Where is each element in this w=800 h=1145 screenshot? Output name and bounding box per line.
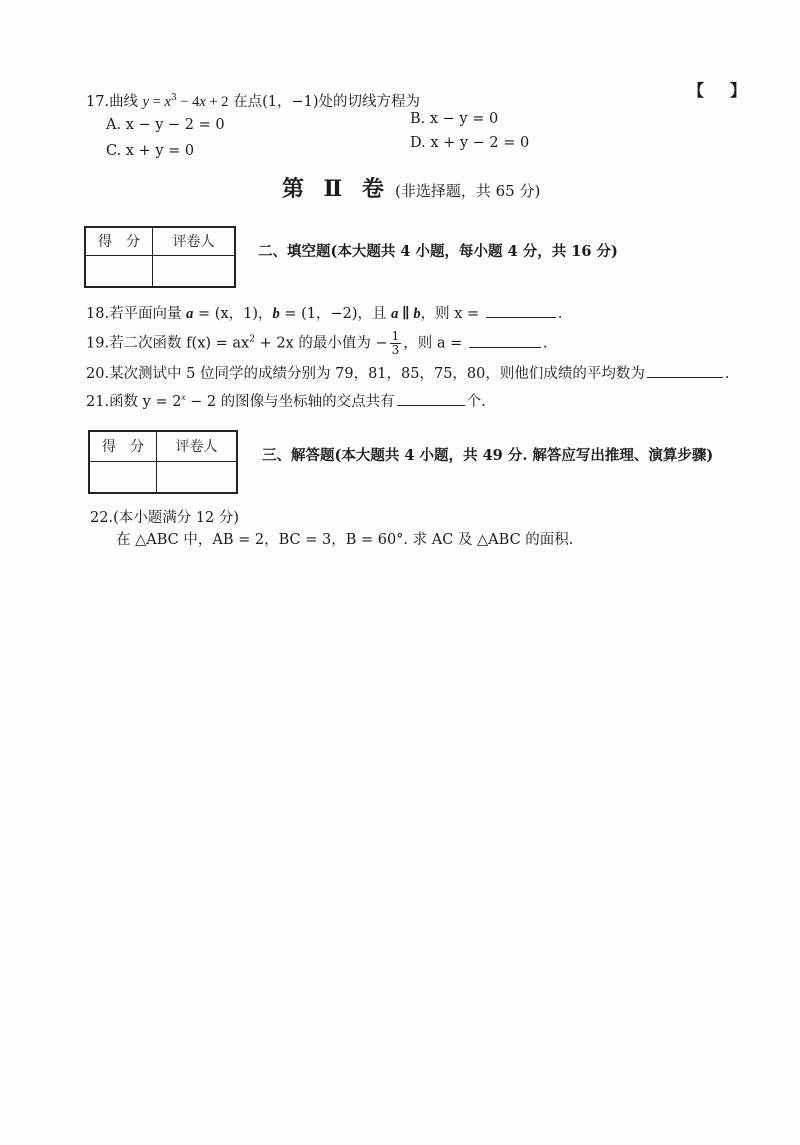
q21-number: 21. bbox=[86, 394, 110, 410]
q17-x2: x bbox=[199, 94, 206, 110]
q20-text: 某次测试中 5 位同学的成绩分别为 79，81，85，75，80，则他们成绩的平均数为 bbox=[109, 366, 645, 382]
grader-header: 评卷人 bbox=[157, 431, 238, 461]
q21 bbox=[86, 390, 486, 411]
section3-title: 三、解答题(本大题共 4 小题，共 49 分. 解答应写出推理、演算步骤) bbox=[262, 447, 714, 464]
q18-text-a: 若平面向量 bbox=[109, 306, 187, 322]
q22-number: 22. bbox=[90, 510, 114, 526]
q17-plus2: + 2 bbox=[205, 94, 229, 110]
score-box-1 bbox=[84, 226, 236, 288]
q17-eq: = bbox=[149, 94, 165, 110]
part2-heading bbox=[282, 172, 540, 203]
q21-text-a: 函数 y = 2 bbox=[109, 394, 182, 410]
q19-number: 19. bbox=[86, 335, 110, 352]
q17-exp: 3 bbox=[170, 93, 177, 103]
q18-end: . bbox=[557, 306, 563, 322]
q17-y: y bbox=[142, 94, 150, 110]
q18-answer-blank[interactable] bbox=[486, 305, 556, 318]
grader-cell[interactable] bbox=[157, 461, 238, 493]
q17-minus4: − 4 bbox=[176, 94, 200, 110]
q22-note: (本小题满分 12 分) bbox=[113, 510, 240, 526]
q19-fraction bbox=[390, 330, 402, 357]
q19-frac-den: 3 bbox=[391, 343, 400, 357]
score-box-2 bbox=[88, 430, 238, 494]
q17-option-c: C. x + y = 0 bbox=[106, 143, 195, 159]
q20-end: . bbox=[724, 366, 730, 382]
section2-title: 二、填空题(本大题共 4 小题，每小题 4 分，共 16 分) bbox=[258, 243, 618, 260]
q18-number: 18. bbox=[86, 306, 110, 322]
q18 bbox=[86, 302, 562, 323]
q20 bbox=[86, 362, 729, 383]
q20-number: 20. bbox=[86, 366, 110, 382]
q18-vec-a: a bbox=[186, 306, 194, 322]
q22-text: 在 △ABC 中，AB = 2，BC = 3，B = 60°. 求 AC 及 △ABC 的面积. bbox=[116, 532, 574, 548]
q17-option-d: D. x + y − 2 = 0 bbox=[410, 135, 530, 151]
q19-end: . bbox=[542, 335, 548, 352]
score-cell[interactable] bbox=[85, 255, 153, 287]
answer-bracket: 【】 bbox=[688, 81, 773, 100]
q18-text-d: ，则 x = bbox=[420, 306, 484, 322]
score-header: 得 分 bbox=[85, 227, 153, 255]
q19-text-c: ，则 a = bbox=[403, 335, 467, 352]
q18-text-c: = (1，−2)，且 bbox=[279, 306, 392, 322]
grader-cell[interactable] bbox=[153, 255, 236, 287]
q18-text-b: = (x，1)， bbox=[193, 306, 273, 322]
q17-tail: 在点(1，−1)处的切线方程为 bbox=[233, 94, 421, 110]
q17-option-a: A. x − y − 2 = 0 bbox=[106, 117, 225, 133]
q21-text-b: − 2 的图像与坐标轴的交点共有 bbox=[185, 394, 395, 410]
q17-x: x bbox=[164, 94, 171, 110]
q17-prefix: 曲线 bbox=[109, 94, 139, 110]
q22-header bbox=[90, 506, 239, 527]
q17-stem bbox=[86, 90, 420, 111]
q17-option-b: B. x − y = 0 bbox=[410, 111, 499, 127]
q19-frac-num: 1 bbox=[391, 329, 400, 343]
part2-subtitle: (非选择题，共 65 分) bbox=[394, 182, 541, 200]
q21-end: 个. bbox=[466, 394, 486, 410]
q17-number: 17. bbox=[86, 94, 110, 110]
q19-answer-blank[interactable] bbox=[469, 335, 541, 348]
score-cell[interactable] bbox=[89, 461, 157, 493]
grader-header: 评卷人 bbox=[153, 227, 236, 255]
q19-text-b: + 2x 的最小值为 − bbox=[254, 335, 388, 352]
q18-vec-b: b bbox=[272, 306, 280, 322]
q21-exp: x bbox=[181, 392, 186, 402]
q18-parallel: a ∥ b bbox=[391, 306, 421, 322]
score-header: 得 分 bbox=[89, 431, 157, 461]
q20-answer-blank[interactable] bbox=[647, 365, 723, 378]
part2-title: 第 Ⅱ 卷 bbox=[282, 176, 390, 202]
q19-text-a: 若二次函数 f(x) = ax bbox=[109, 335, 250, 352]
q21-answer-blank[interactable] bbox=[397, 393, 465, 406]
q19-exp: 2 bbox=[249, 334, 255, 345]
q19 bbox=[86, 330, 547, 357]
